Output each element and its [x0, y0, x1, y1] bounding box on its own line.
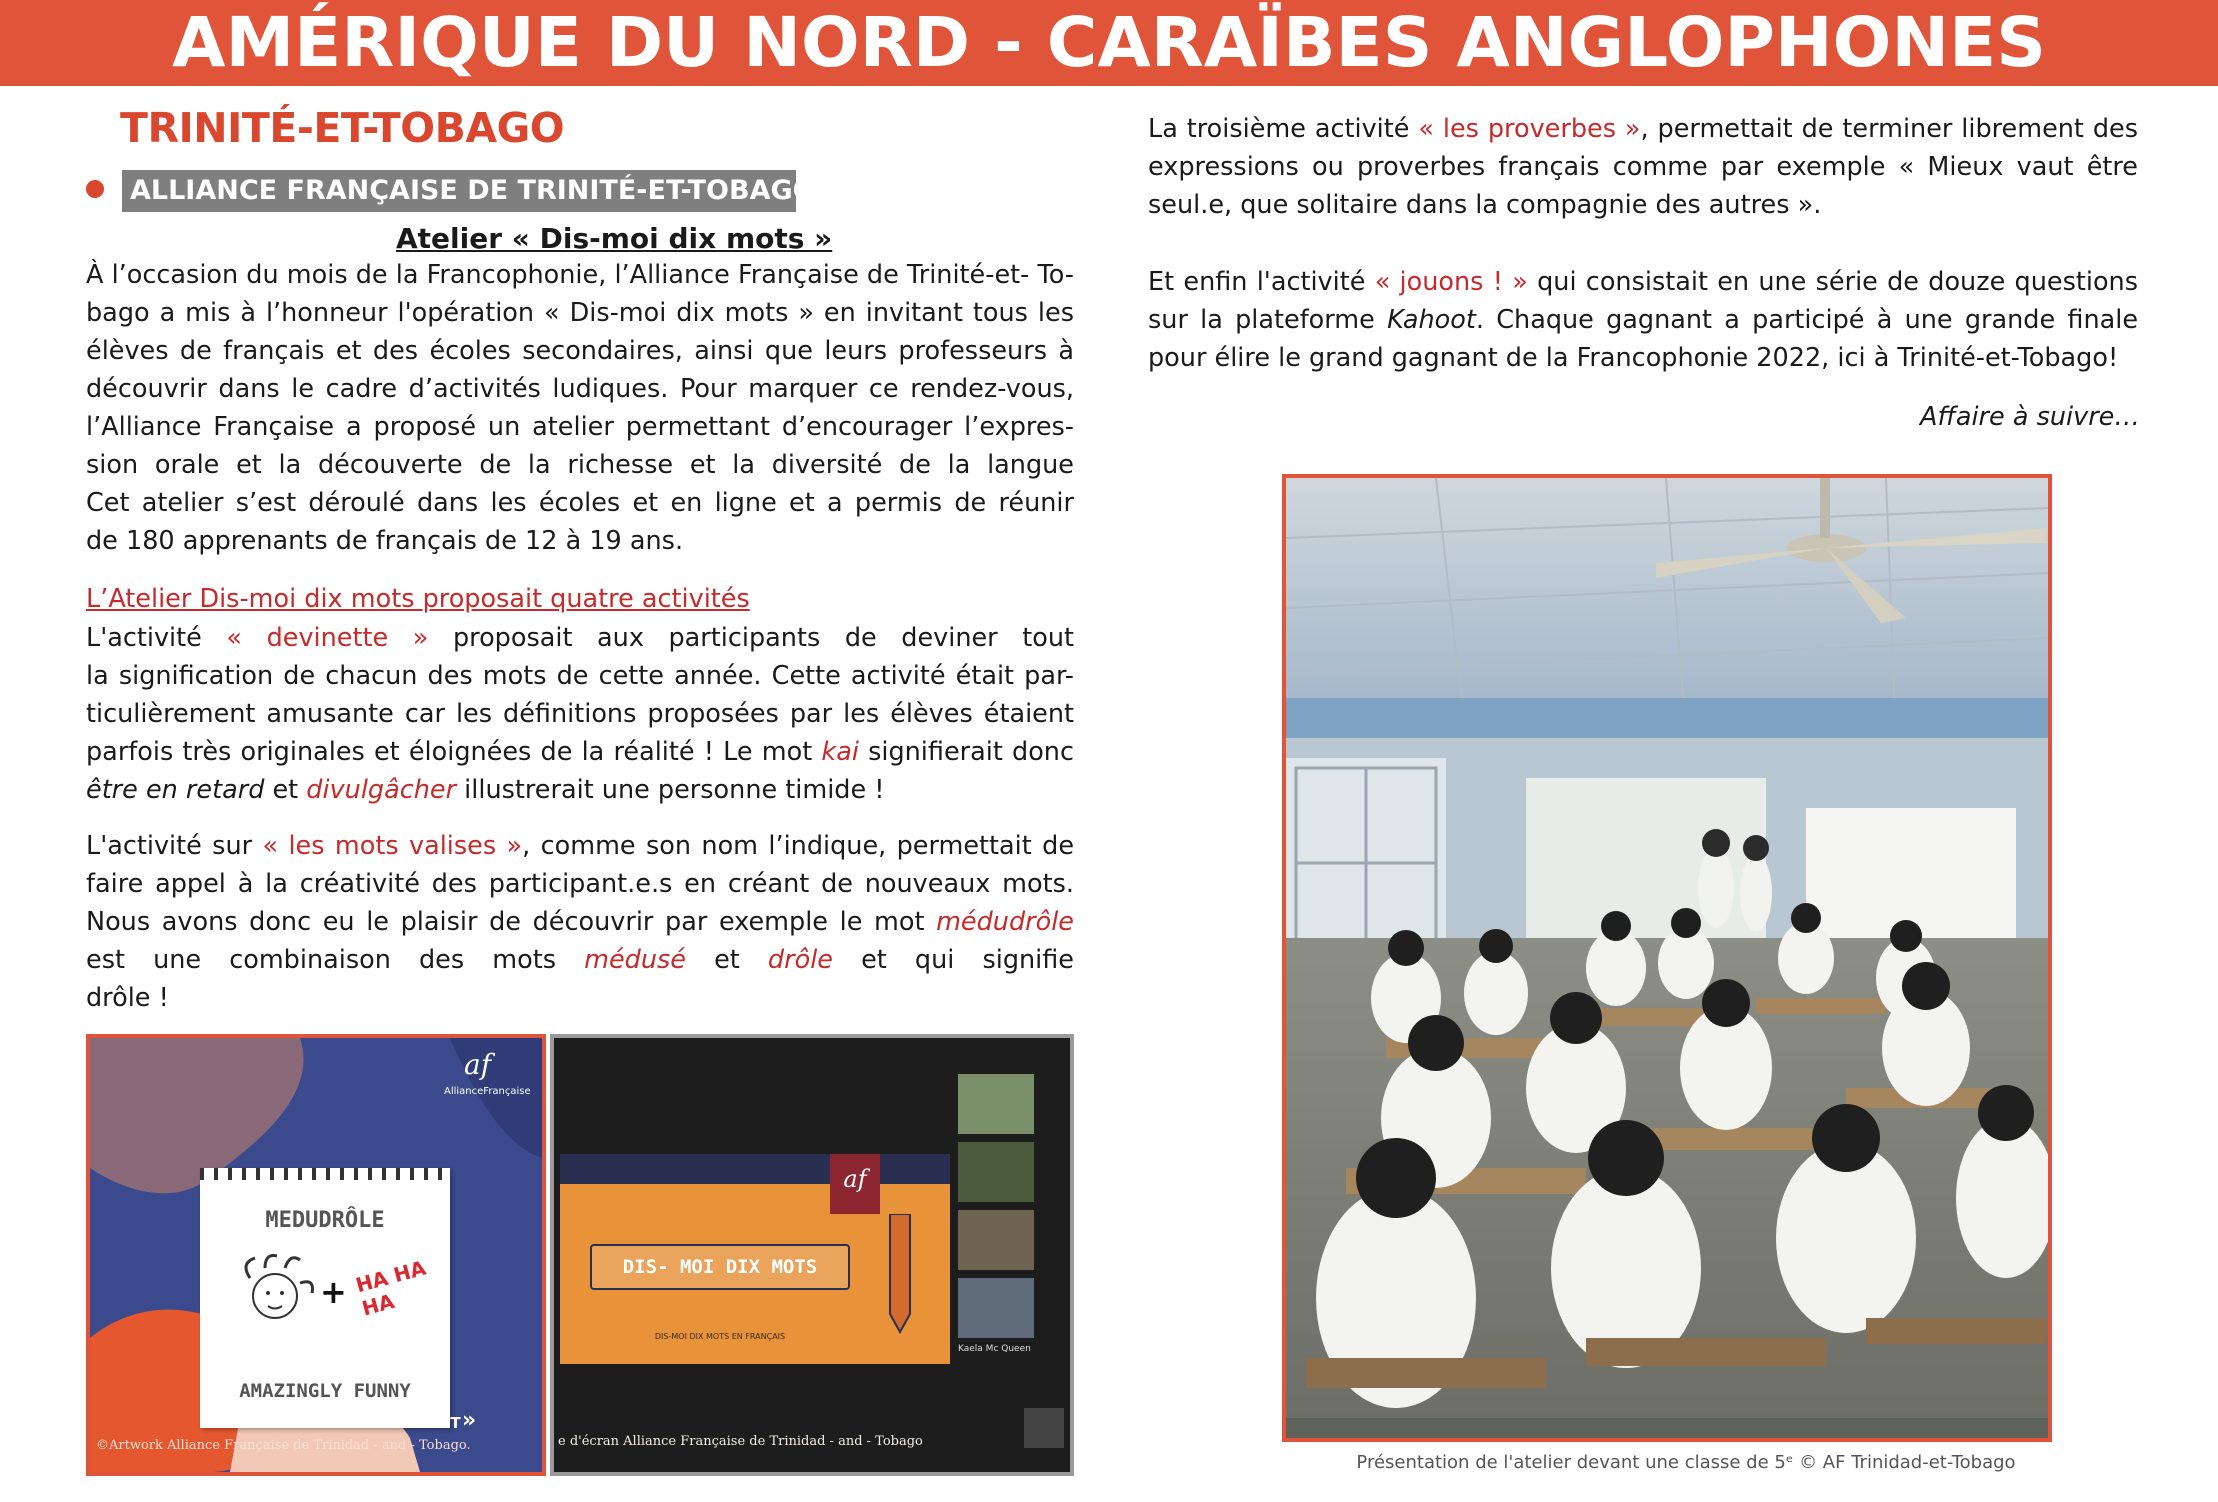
slide-header	[560, 1154, 950, 1184]
spiral-binding	[200, 1168, 450, 1180]
text-line: sur la plateforme Kahoot. Chaque gagnant a participé à une grande finale	[1148, 305, 2138, 335]
activity-name: « jouons ! »	[1374, 267, 1528, 297]
video-call-screenshot	[550, 1034, 1074, 1476]
activity-name: « les mots valises »	[262, 831, 523, 861]
text-line: L'activité sur « les mots valises », comme son nom l’indique, permettait de	[86, 831, 1074, 861]
text-line: La troisième activité « les proverbes », permettait de terminer librement des	[1148, 114, 2138, 144]
shared-slide	[560, 1154, 950, 1364]
poster-word: MEDUDRÔLE	[265, 1208, 385, 1233]
text-line: L'activité « devinette » proposait aux participants de deviner tout	[86, 623, 1074, 653]
country-heading: TRINITÉ-ET-TOBAGO	[120, 104, 565, 152]
classroom-photo	[1282, 474, 2052, 1442]
text-line: Nous avons donc eu le plaisir de découvrir par exemple le mot médudrôle	[86, 907, 1074, 937]
af-logo: af	[464, 1048, 492, 1081]
activities-heading: L’Atelier Dis-moi dix mots proposait quatre activités	[86, 584, 750, 614]
screenshot-credit: e d'écran Alliance Française de Trinidad - and - Tobago	[558, 1434, 923, 1449]
text-line: drôle !	[86, 983, 169, 1013]
slide-subtitle: DIS-MOI DIX MOTS EN FRANÇAIS	[654, 1332, 786, 1341]
plus-sign: +	[320, 1273, 347, 1311]
af-logo: af	[830, 1154, 880, 1214]
text-line: Cet atelier s’est déroulé dans les écoles et en ligne et a permis de réunir	[86, 488, 1074, 518]
activity-name: « les proverbes »	[1418, 114, 1641, 144]
poster-image	[86, 1034, 546, 1476]
poster-meaning: AMAZINGLY FUNNY	[239, 1380, 411, 1402]
participant-tile	[958, 1142, 1034, 1202]
text-line: ticulièrement amusante car les définitions proposées par les élèves étaient	[86, 699, 1074, 729]
participant-name: Kaela Mc Queen	[958, 1344, 1031, 1354]
text-line: élèves de français et des écoles secondaires, ainsi que leurs professeurs à	[86, 336, 1074, 366]
notepad-card	[200, 1168, 450, 1428]
article-subhead: Atelier « Dis-moi dix mots »	[396, 222, 833, 255]
text-line: Et enfin l'activité « jouons ! » qui consistait en une série de douze questions	[1148, 267, 2138, 297]
medusa-face-icon	[230, 1248, 320, 1338]
text-line: la signification de chacun des mots de cette année. Cette activité était par-	[86, 661, 1074, 691]
page-title: AMÉRIQUE DU NORD - CARAÏBES ANGLOPHONES	[172, 3, 2046, 83]
poster-credit: ©Artwork Alliance Française de Trinidad - and - Tobago.	[96, 1438, 471, 1453]
participant-tile	[958, 1074, 1034, 1134]
pencil-icon	[880, 1214, 920, 1334]
activity-name: « devinette »	[226, 623, 429, 653]
text-line: expressions ou proverbes français comme par exemple « Mieux vaut être	[1148, 152, 2138, 182]
section-heading: ALLIANCE FRANÇAISE DE TRINITÉ-ET-TOBAGO	[122, 170, 796, 212]
slide-title: DIS- MOI DIX MOTS	[590, 1244, 850, 1290]
text-line: pour élire le grand gagnant de la Francophonie 2022, ici à Trinité-et-Tobago!	[1148, 343, 2119, 373]
text-line: À l’occasion du mois de la Francophonie, l’Alliance Française de Trinité-et- To-	[86, 260, 1074, 290]
text-line: être en retard et divulgâcher illustrerait une personne timide !	[86, 775, 885, 805]
classroom-scene	[1286, 478, 2048, 1438]
photo-caption: Présentation de l'atelier devant une classe de 5ᵉ © AF Trinidad-et-Tobago	[1356, 1452, 2016, 1473]
text-line: seul.e, que solitaire dans la compagnie des autres ».	[1148, 190, 1822, 220]
haha-text: HA HA HA	[353, 1255, 429, 1321]
example-word: divulgâcher	[306, 775, 457, 805]
text-line: découvrir dans le cadre d’activités ludiques. Pour marquer ce rendez-vous,	[86, 374, 1074, 404]
example-word: kai	[821, 737, 859, 767]
text-line: de 180 apprenants de français de 12 à 19 ans.	[86, 526, 684, 556]
text-line: parfois très originales et éloignées de la réalité ! Le mot kai signifierait donc	[86, 737, 1074, 767]
participant-tile	[958, 1278, 1034, 1338]
text-line: faire appel à la créativité des participant.e.s en créant de nouveaux mots.	[86, 869, 1074, 899]
participant-tile	[1024, 1408, 1064, 1448]
text-line: l’Alliance Française a proposé un atelier permettant d’encourager l’expres-	[86, 412, 1074, 442]
closing-note: Affaire à suivre…	[1920, 402, 2140, 432]
next-arrow-icon: »	[462, 1408, 477, 1433]
af-logo-text: AllianceFrançaise	[444, 1086, 531, 1097]
participant-tile	[958, 1210, 1034, 1270]
text-line: bago a mis à l’honneur l'opération « Dis-moi dix mots » en invitant tous les	[86, 298, 1074, 328]
text-line: sion orale et la découverte de la richesse et la diversité de la langue	[86, 450, 1074, 480]
text-line: est une combinaison des mots médusé et drôle et qui signifie	[86, 945, 1074, 975]
example-word: médudrôle	[936, 907, 1074, 937]
bullet-icon	[86, 180, 104, 198]
next-label: NEXT	[416, 1414, 461, 1432]
